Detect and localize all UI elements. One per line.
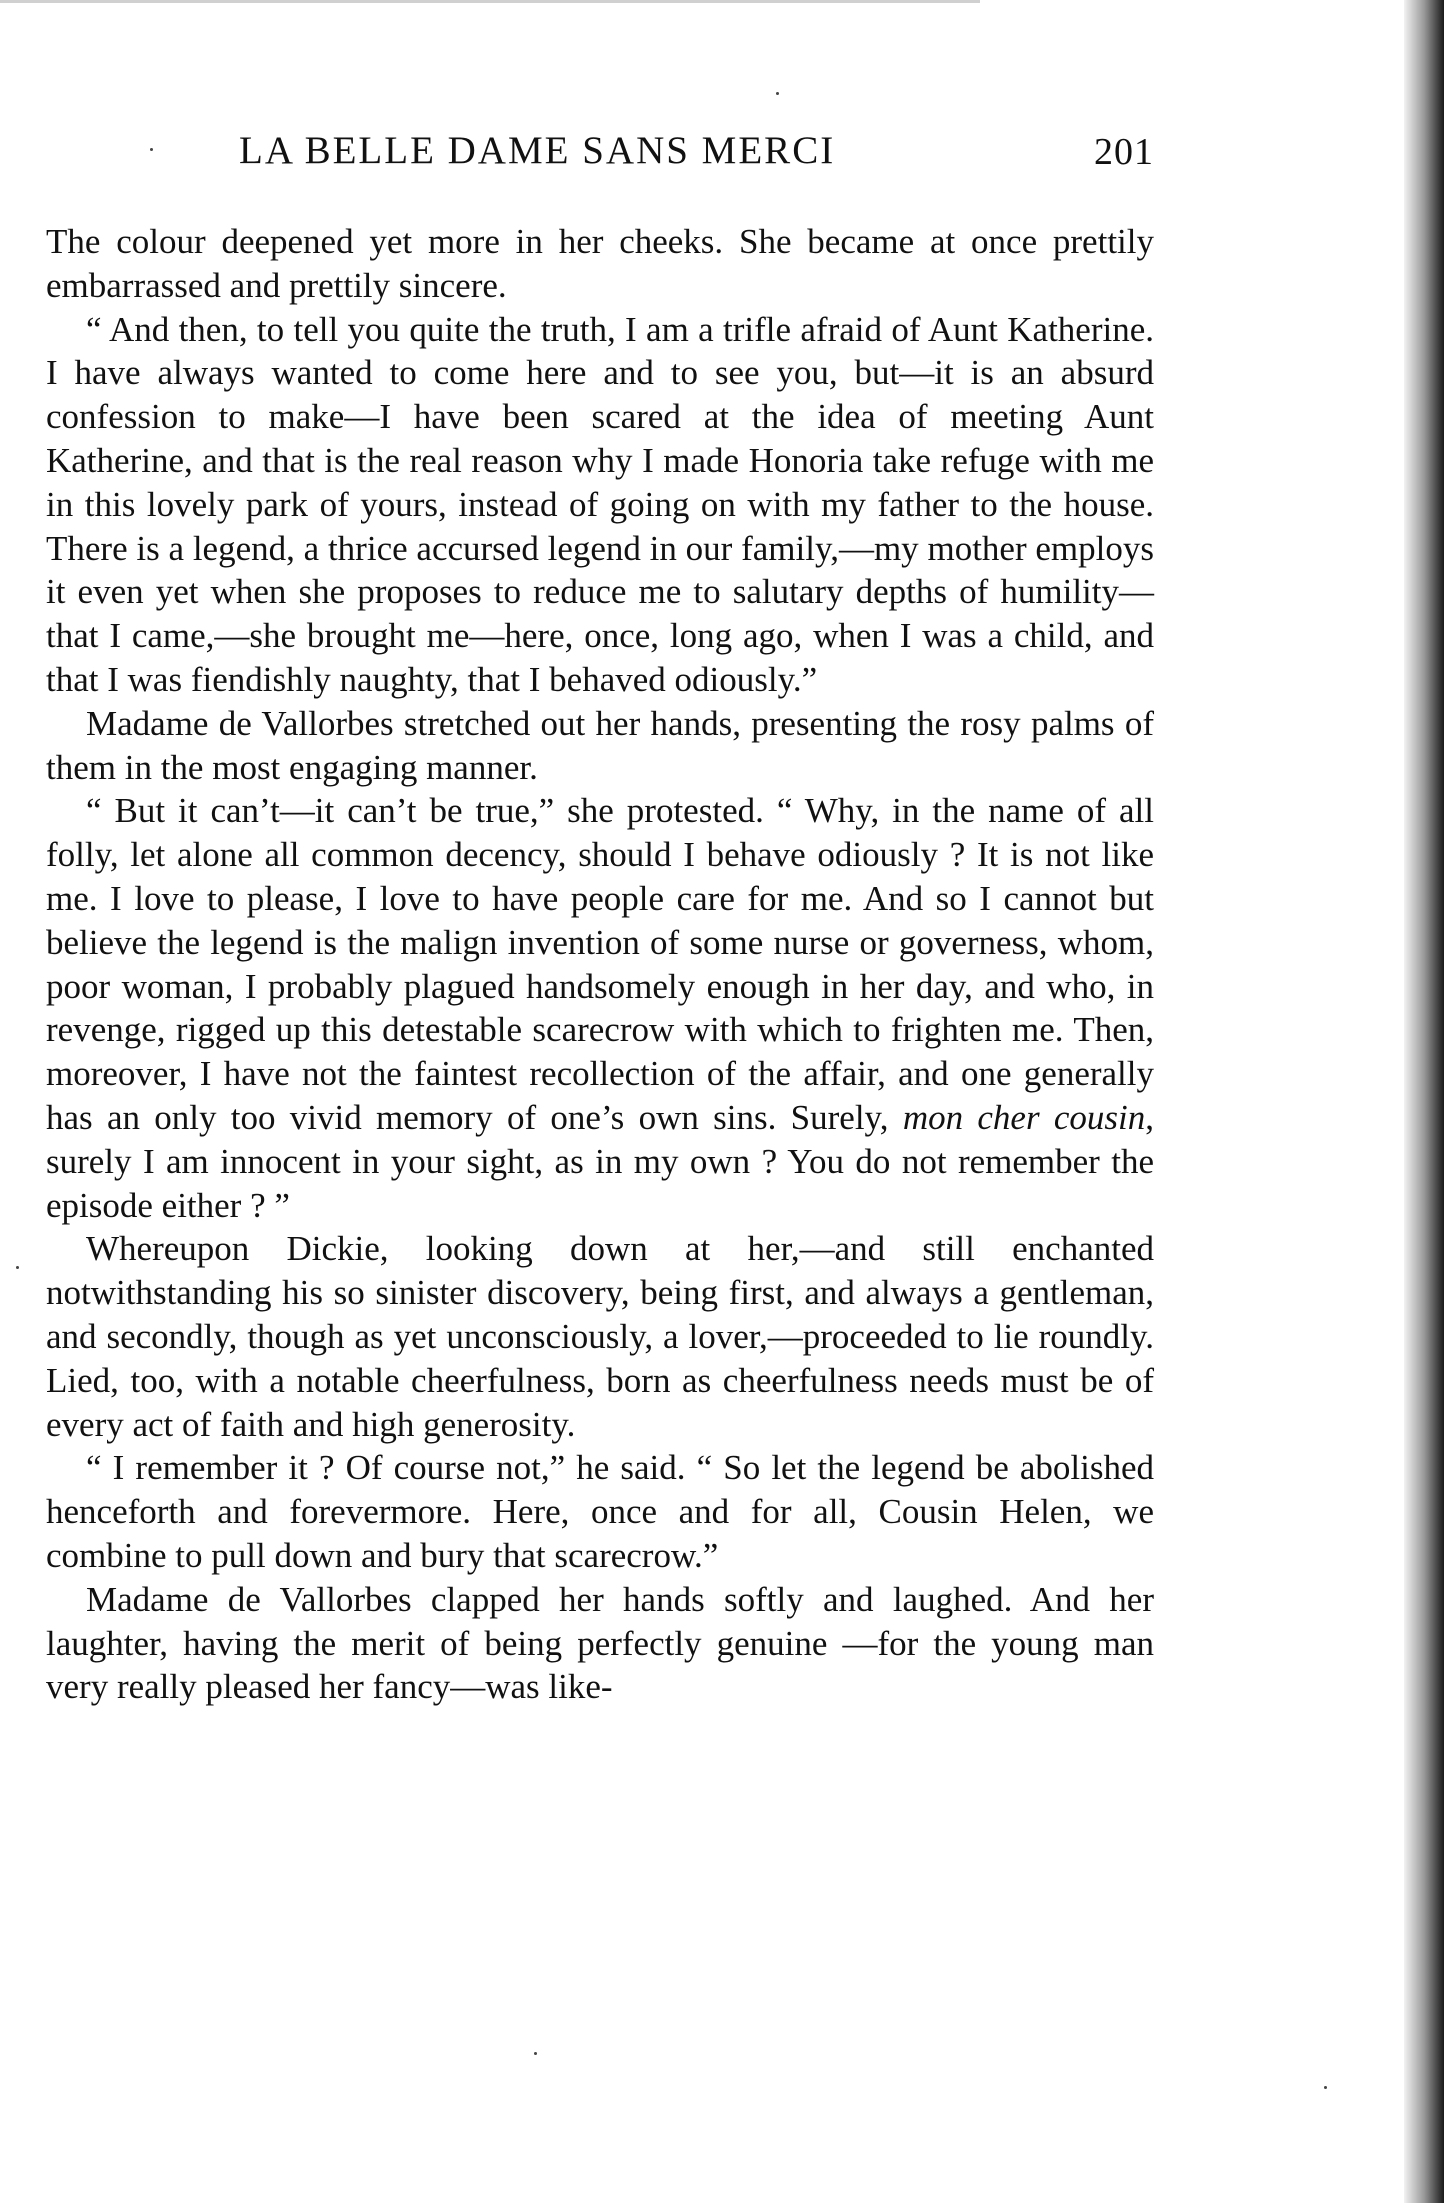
- scan-speck: [1324, 2086, 1327, 2089]
- scan-speck: [150, 148, 153, 151]
- scan-speck: [16, 1266, 19, 1269]
- italic-phrase: mon cher cousin: [902, 1097, 1146, 1137]
- paragraph-4-part-2: , surely I am innocent in your sight, as in my own ? You do not remember the episode either ? ”: [46, 1097, 1154, 1225]
- paragraph-2: “ And then, to tell you quite the truth, I am a trifle afraid of Aunt Katherine. I have always wanted to come here and to see you, but—it is an absurd confession to make—I have been scared at the idea of meeting Aunt Katherine, and that is the real reason why I made Honoria take refuge with me in this lovely park of yours, instead of going on with my father to the house. There is a legend, a thrice accursed legend in our family,—my mother employs it even yet when she proposes to reduce me to salutary depths of humility—that I came,—she brought me—here, once, long ago, when I was a child, and that I was fiendishly naughty, that I behaved odiously.”: [46, 309, 1154, 699]
- paragraph-4: [46, 789, 1154, 1227]
- scan-binding-shadow: [1404, 0, 1444, 2203]
- scan-speck: [534, 2052, 537, 2055]
- running-title: LA BELLE DAME SANS MERCI: [239, 129, 836, 172]
- body-text: [46, 220, 1154, 1709]
- paragraph-5: Whereupon Dickie, looking down at her,—and still enchanted notwithstanding his so sinister discovery, being first, and always a gentleman, and secondly, though as yet unconsciously, a lover,—proceeded to lie roundly. Lied, too, with a notable cheerfulness, born as cheerfulness needs must be of every act of faith and high generosity.: [46, 1229, 1154, 1444]
- paragraph-6: “ I remember it ? Of course not,” he said. “ So let the legend be abolished henceforth and forevermore. Here, once and for all, Cousin Helen, we combine to pull down and bury that scarecrow.”: [46, 1448, 1154, 1575]
- paragraph-4-part-1: “ But it can’t—it can’t be true,” she protested. “ Why, in the name of all folly, let alone all common decency, should I behave odiously ? It is not like me. I love to please, I love to have people care for me. And so I cannot but believe the legend is the malign invention of some nurse or governess, whom, poor woman, I probably plagued handsomely enough in her day, and who, in revenge, rigged up this detestable scarecrow with which to frighten me. Then, moreover, I have not the faintest recollection of the affair, and one generally has an only too vivid memory of one’s own sins. Surely,: [46, 791, 1154, 1137]
- running-head: [46, 128, 1154, 184]
- scan-top-edge: [0, 0, 980, 3]
- scan-speck: [776, 92, 779, 95]
- paragraph-1: The colour deepened yet more in her cheeks. She became at once prettily embarrassed and prettily sincere.: [46, 222, 1154, 305]
- paragraph-7: Madame de Vallorbes clapped her hands softly and laughed. And her laughter, having the merit of being perfectly genuine —for the young man very really pleased her fancy—was like-: [46, 1579, 1154, 1707]
- paragraph-3: Madame de Vallorbes stretched out her hands, presenting the rosy palms of them in the most engaging manner.: [46, 703, 1154, 787]
- page-number: 201: [1094, 131, 1154, 173]
